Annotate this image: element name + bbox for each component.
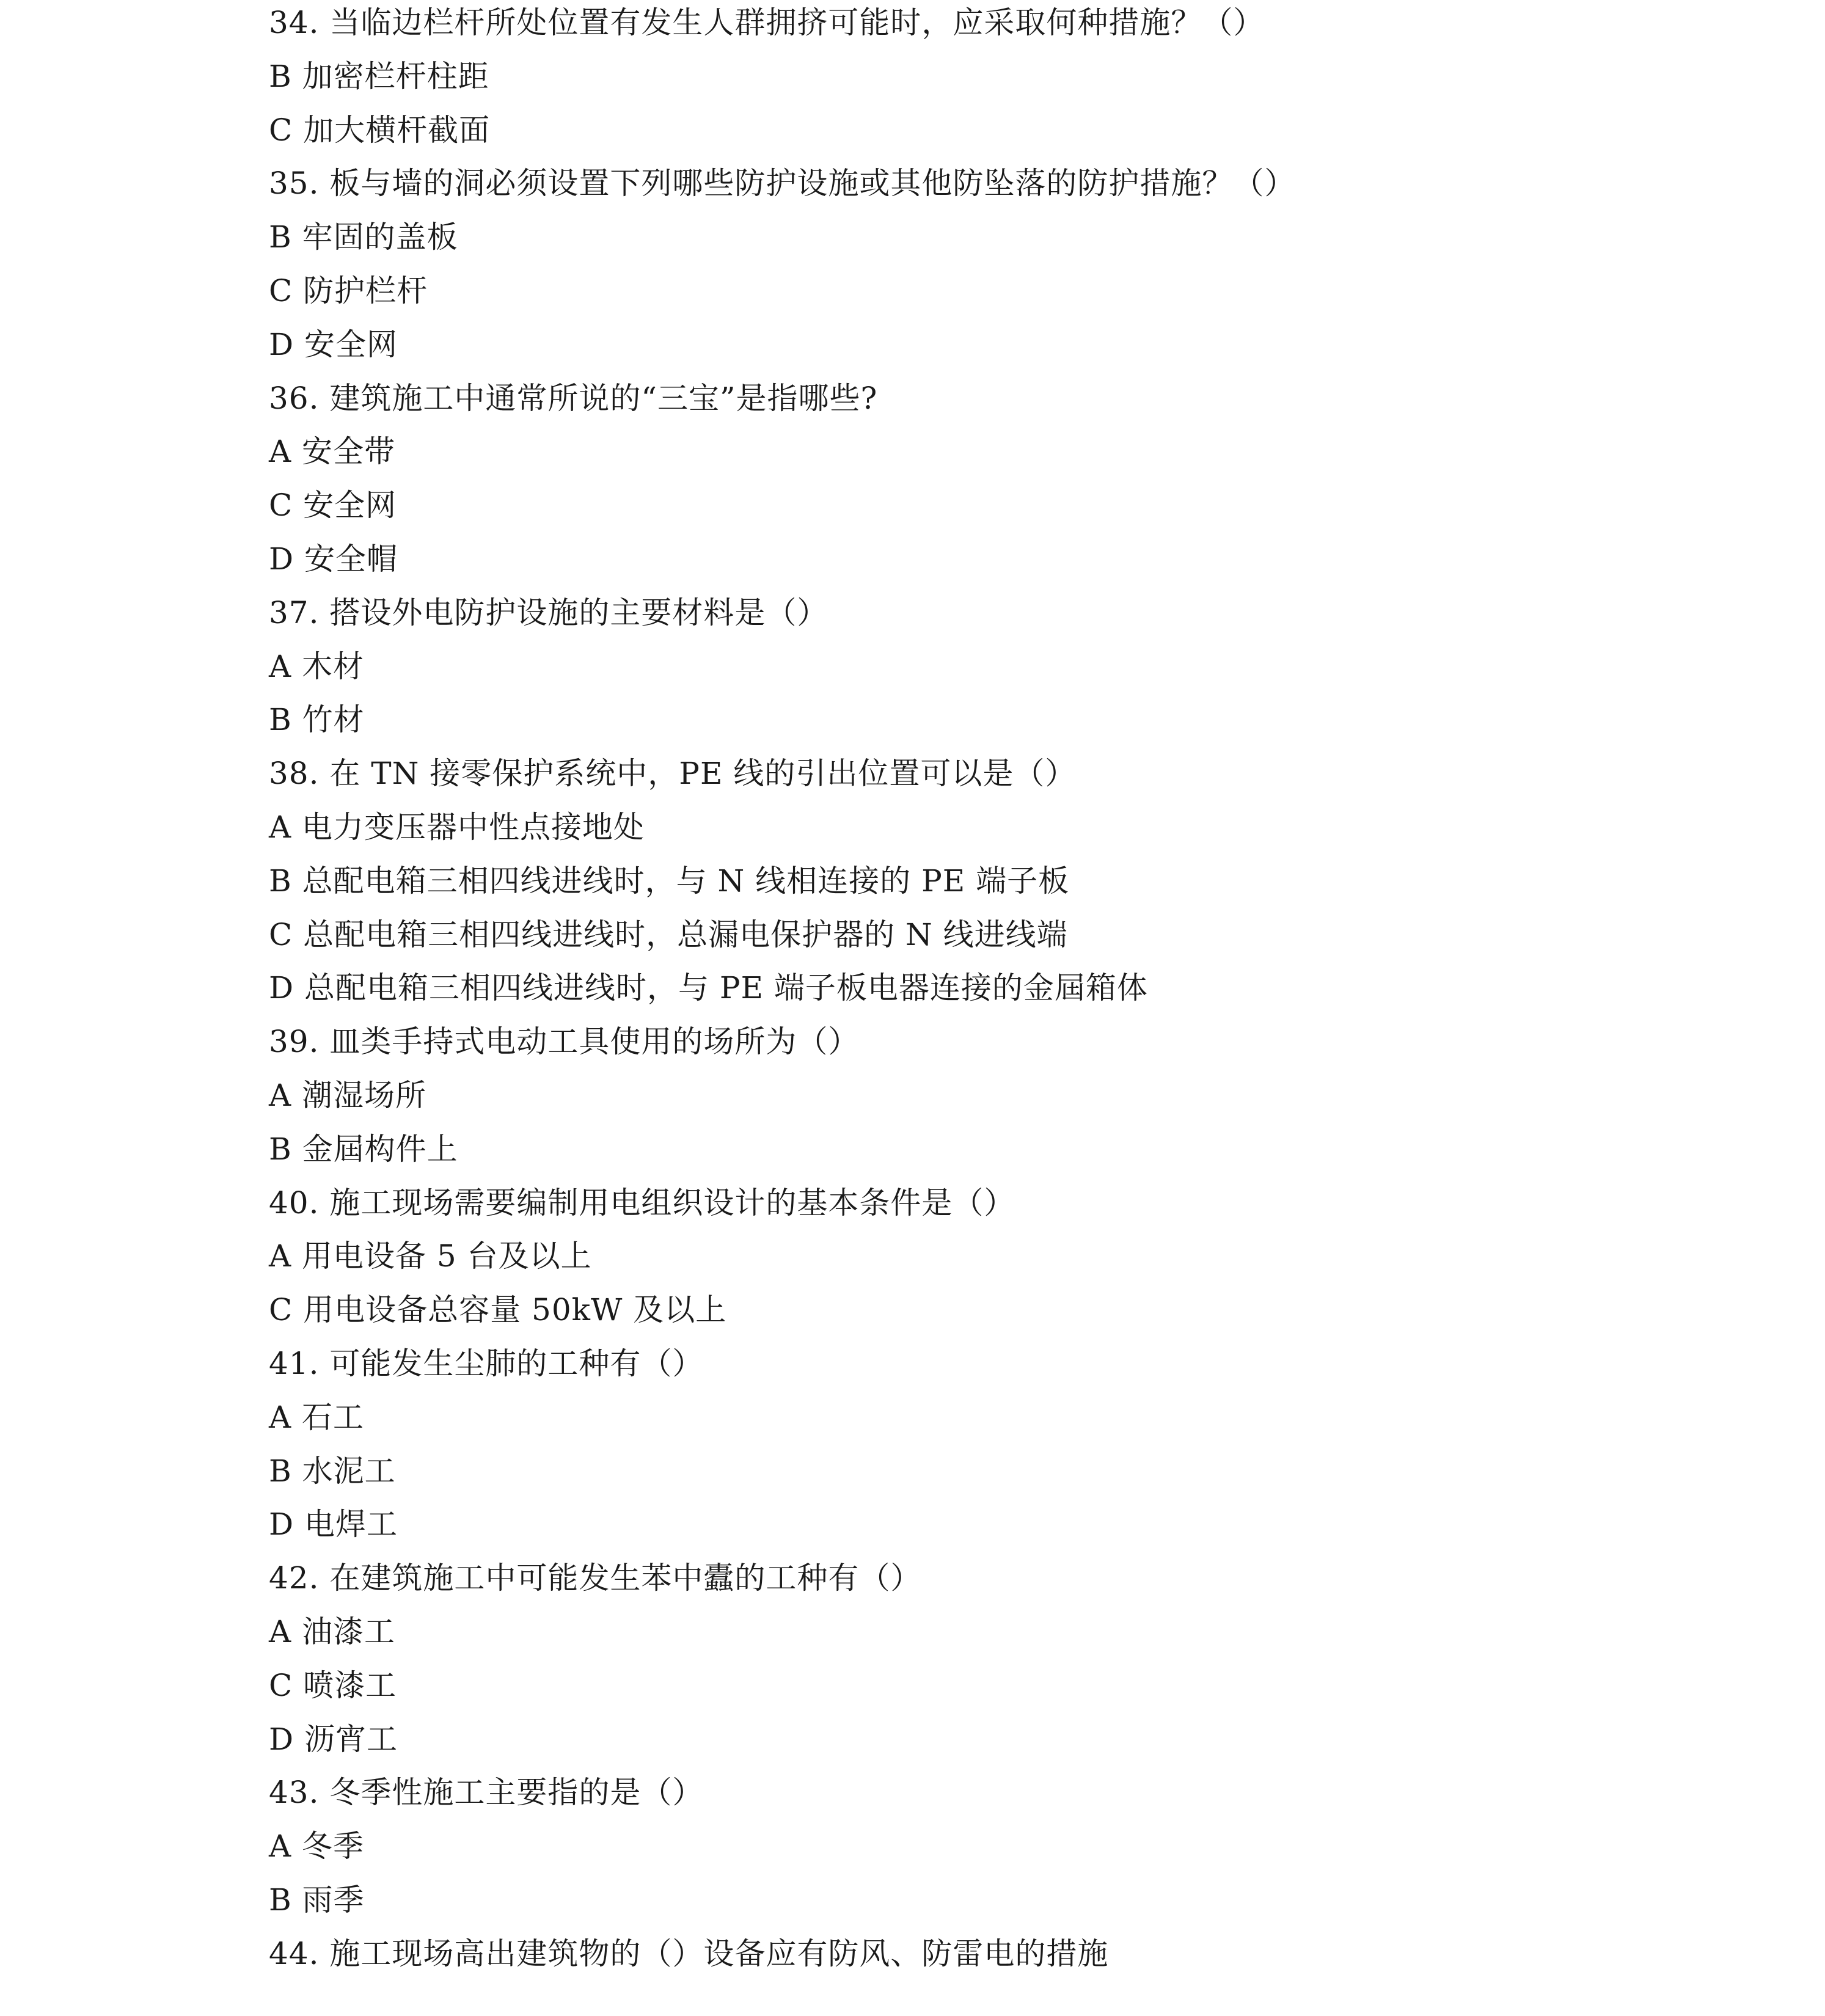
option-37-b: B 竹材 — [269, 702, 365, 738]
question-38: 38. 在 TN 接零保护系统中，PE 线的引出位置可以是（） — [269, 756, 1077, 792]
option-37-a: A 木材 — [269, 648, 365, 684]
option-42-c: C 喷漆工 — [269, 1667, 397, 1703]
option-34-c: C 加大横杆截面 — [269, 112, 491, 148]
option-35-b: B 牢固的盖板 — [269, 219, 458, 255]
question-37: 37. 搭设外电防护设施的主要材料是（） — [269, 594, 828, 630]
document-body — [269, 1, 1760, 1985]
option-38-a: A 电力变压器中性点接地处 — [269, 809, 645, 845]
option-42-d: D 沥宵工 — [269, 1721, 398, 1757]
option-41-a: A 石工 — [269, 1399, 365, 1435]
option-36-d: D 安全帽 — [269, 541, 398, 577]
option-35-c: C 防护栏杆 — [269, 272, 428, 309]
option-42-a: A 油漆工 — [269, 1613, 396, 1649]
option-36-c: C 安全网 — [269, 488, 397, 524]
question-35: 35. 板与墙的洞必须设置下列哪些防护设施或其他防坠落的防护措施？（） — [269, 166, 1296, 202]
option-38-c: C 总配电箱三相四线进线时，总漏电保护器的 N 线进线端 — [269, 916, 1068, 952]
question-44: 44. 施工现场高出建筑物的（）设备应有防风、防雷电的措施 — [269, 1935, 1109, 1971]
option-34-b: B 加密栏杆柱距 — [269, 58, 489, 94]
option-39-b: B 金屆构件上 — [269, 1131, 458, 1167]
option-39-a: A 潮湿场所 — [269, 1077, 427, 1113]
question-36: 36. 建筑施工中通常所说的“三宝”是指哪些? — [269, 380, 878, 416]
option-43-a: A 冬季 — [269, 1828, 365, 1864]
option-36-a: A 安全带 — [269, 434, 396, 470]
option-38-d: D 总配电箱三相四线进线时，与 PE 端子板电器连接的金屆箱体 — [269, 970, 1148, 1006]
option-38-b: B 总配电箱三相四线进线时，与 N 线相连接的 PE 端子板 — [269, 863, 1070, 899]
question-42: 42. 在建筑施工中可能发生苯中蠹的工种有（） — [269, 1560, 922, 1596]
option-40-c: C 用电设备总容量 50kW 及以上 — [269, 1292, 727, 1328]
question-34: 34. 当临边栏杆所处位置有发生人群拥挤可能时，应采取何种措施？（） — [269, 5, 1265, 40]
option-40-a: A 用电设备 5 台及以上 — [269, 1238, 592, 1274]
option-41-d: D 电焊工 — [269, 1507, 398, 1543]
question-41: 41. 可能发生尘肺的工种有（） — [269, 1345, 704, 1381]
option-35-d: D 安全网 — [269, 326, 398, 362]
question-43: 43. 冬季性施工主要指的是（） — [269, 1775, 704, 1811]
option-43-b: B 雨季 — [269, 1882, 365, 1918]
option-41-b: B 水泥工 — [269, 1453, 396, 1489]
question-40: 40. 施工现场需要编制用电组织设计的基本条件是（） — [269, 1185, 1015, 1221]
question-39: 39. 皿类手持式电动工具使用的场所为（） — [269, 1024, 860, 1060]
